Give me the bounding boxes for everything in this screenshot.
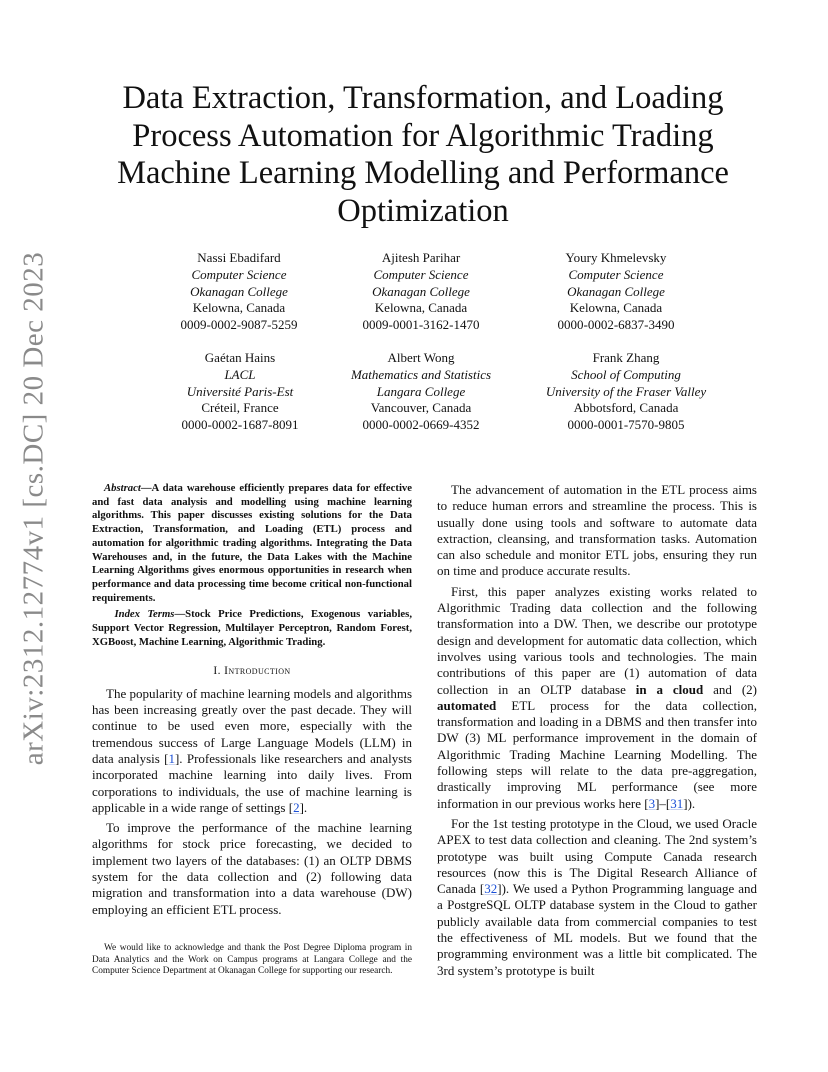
author-name: Frank Zhang	[592, 350, 660, 365]
author-location: Kelowna, Canada	[569, 300, 663, 316]
citation-link[interactable]: 31	[670, 795, 684, 811]
author-location: Abbotsford, Canada	[573, 400, 679, 416]
bold-phrase: in a cloud	[635, 681, 704, 697]
author-location: Créteil, France	[201, 400, 279, 416]
arxiv-identifier: arXiv:2312.12774v1 [cs.DC] 20 Dec 2023	[17, 251, 50, 765]
author-block	[306, 350, 536, 434]
intro-paragraph: To improve the performance of the machine learning algorithms for stock price forecasting, we decided to implement two layers of the databases: (1) an OLTP DBMS system for the data collection and (2) following data migration and transformation into a data warehouse (DW) employing an efficient ETL process.	[92, 820, 412, 917]
author-name: Albert Wong	[387, 350, 455, 365]
author-orcid: 0000-0002-1687-8091	[181, 417, 299, 433]
author-department: Computer Science	[568, 266, 664, 282]
author-block	[501, 250, 731, 334]
citation-link[interactable]: 2	[293, 799, 300, 815]
author-organization: University of the Fraser Valley	[545, 383, 707, 399]
author-orcid: 0000-0002-6837-3490	[557, 317, 675, 333]
author-organization: Université Paris-Est	[186, 383, 294, 399]
citation-link[interactable]: 1	[168, 750, 175, 766]
author-organization: Okanagan College	[190, 283, 288, 299]
author-orcid: 0009-0001-3162-1470	[362, 317, 480, 333]
author-department: LACL	[224, 366, 256, 382]
right-column	[437, 482, 757, 979]
author-name: Gaétan Hains	[204, 350, 276, 365]
author-location: Kelowna, Canada	[192, 300, 286, 316]
author-department: School of Computing	[571, 366, 681, 382]
section-heading-introduction: I. Introduction	[213, 665, 291, 678]
intro-paragraph: The popularity of machine learning models and algorithms has been increasing greatly over the past decade. They will continue to be used even more, especially with the tremendous success of Large Language Models (LLM) in data analysis [1]. Professionals like researchers and analysts incorporated machine learning into daily lives. From corporations to individuals, the use of machine learning is applicable in a wide range of settings [2].	[92, 685, 412, 815]
author-location: Kelowna, Canada	[374, 300, 468, 316]
acknowledgement-footnote: We would like to acknowledge and thank the Post Degree Diploma program in Data Analytics and the Work on Campus programs at Langara College and the Computer Science Department at Okanagan College for supporting our research.	[92, 943, 412, 977]
author-orcid: 0000-0002-0669-4352	[362, 417, 480, 433]
body-paragraph: For the 1st testing prototype in the Cloud, we used Oracle APEX to test data collection and cleaning. The 2nd system’s prototype was built using Compute Canada research resources (now this is The Digital Research Alliance of Canada [32]). We used a Python Programming language and a PostgreSQL OLTP database system in the Cloud to gather publicly available data from commercial companies to test the effectiveness of ML models. But we found that the programming environment was a little bit complicated. The 3rd system’s prototype is built	[437, 815, 757, 978]
author-name: Ajitesh Parihar	[381, 250, 461, 265]
abstract	[92, 482, 412, 605]
index-terms	[92, 608, 412, 649]
author-department: Computer Science	[191, 266, 287, 282]
index-terms-text: —Stock Price Predictions, Exogenous variables, Support Vector Regression, Multilayer Perceptron, Random Forest, XGBoost, Machine Learning, Algorithmic Trading.	[92, 608, 413, 648]
bold-phrase: automated	[437, 697, 497, 713]
citation-link[interactable]: 3	[648, 795, 656, 811]
citation-link[interactable]: 32	[484, 881, 498, 897]
author-name: Youry Khmelevsky	[565, 250, 667, 265]
author-location: Vancouver, Canada	[370, 400, 472, 416]
arxiv-watermark	[10, 251, 58, 765]
paper-title: Data Extraction, Transformation, and Loading Process Automation for Algorithmic Trading Machine Learning Modelling and Performance Optimization	[117, 80, 729, 229]
author-department: Mathematics and Statistics	[350, 366, 492, 382]
author-department: Computer Science	[373, 266, 469, 282]
index-terms-label: Index Terms	[114, 608, 175, 621]
abstract-text: —A data warehouse efficiently prepares data for effective and fast data analysis and modelling using machine learning algorithms. This paper discusses existing solutions for the Data Extraction, Transformation, and Loading (ETL) process and automation for algorithmic trading algorithms. Integrating the Data Warehouses and, in the future, the Data Lakes with the Machine Learning Algorithms gives enormous opportunities in research when performance and data processing time become critical non-functional requirements.	[92, 482, 413, 604]
body-paragraph: First, this paper analyzes existing works related to Algorithmic Trading data collection and the following transformation into a DW. Then, we describe our prototype design and development for automatic data collection, which involves using various tools and technologies. The main contributions of this paper are (1) automation of data collection in an OLTP database in a cloud and (2) automated ETL process for the data collection, transformation and loading in a DBMS and then transfer into DW (3) ML performance improvement in the domain of Algorithmic Trading Machine Learning Modelling. The following steps will relate to the data pre-aggregation, drastically improving ML performance (see more information in our previous works here [3]–[31]).	[437, 583, 757, 811]
author-organization: Okanagan College	[567, 283, 665, 299]
author-name: Nassi Ebadifard	[197, 250, 281, 265]
author-orcid: 0009-0002-9087-5259	[180, 317, 298, 333]
author-block	[511, 350, 741, 434]
author-organization: Langara College	[376, 383, 466, 399]
abstract-label: Abstract	[104, 482, 141, 494]
left-column	[92, 482, 412, 918]
author-organization: Okanagan College	[372, 283, 470, 299]
body-paragraph: The advancement of automation in the ETL process aims to reduce human errors and streamline the process. This is usually done using tools and software to automate data extraction, cleansing, and transformation tasks. Automation can also schedule and monitor ETL jobs, ensuring they run on time and produce accurate results.	[437, 482, 757, 579]
author-orcid: 0000-0001-7570-9805	[567, 417, 685, 433]
